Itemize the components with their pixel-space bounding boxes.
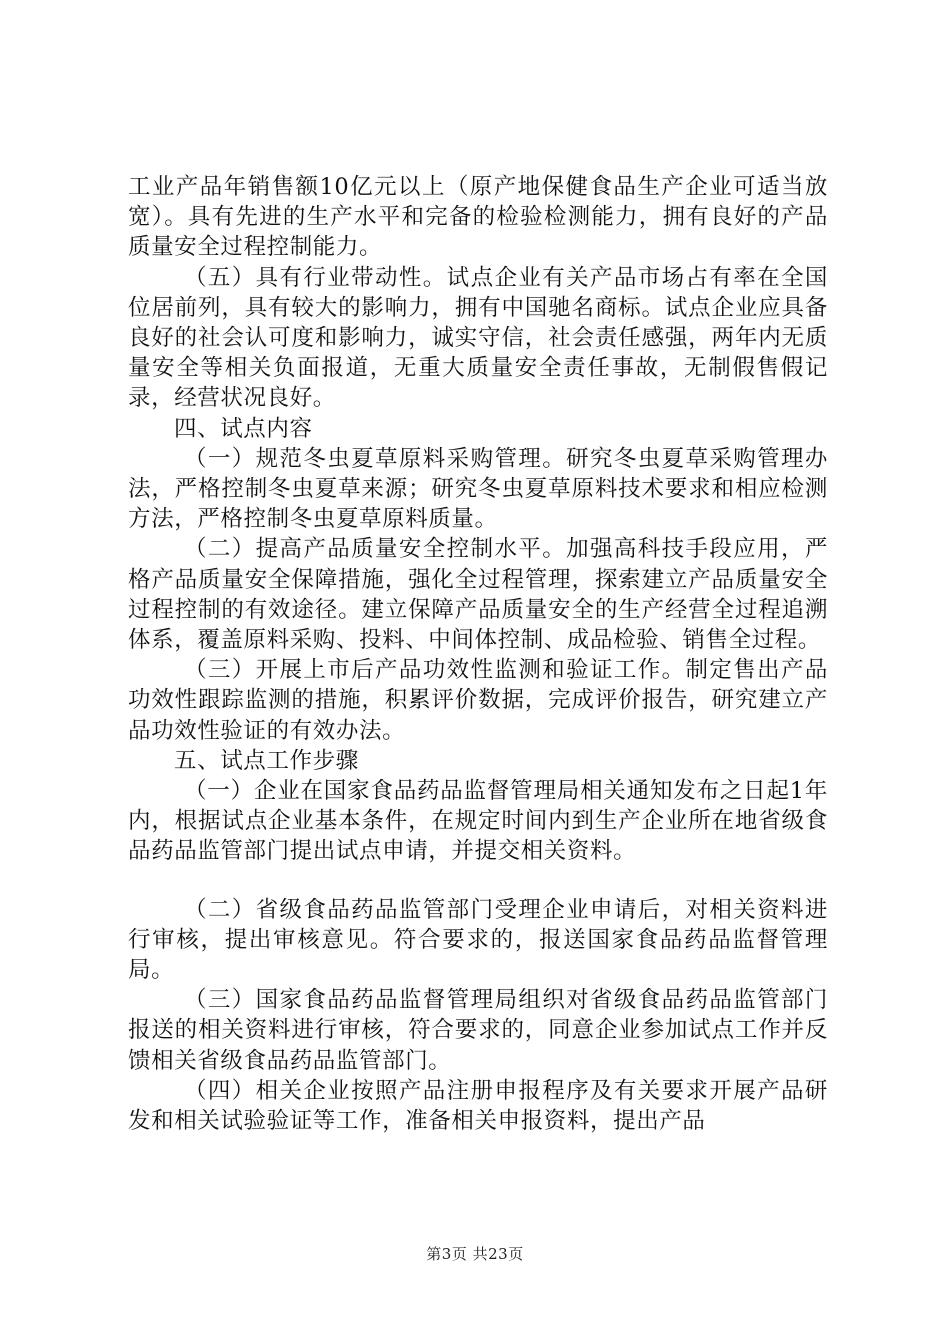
paragraph-item-3: （三）开展上市后产品功效性监测和验证工作。制定售出产品功效性跟踪监测的措施，积累评价数据，完成评价报告，研究建立产品功效性验证的有效办法。 [128, 657, 828, 744]
document-body [128, 172, 828, 1136]
paragraph-item-2: （二）提高产品质量安全控制水平。加强高科技手段应用，严格产品质量安全保障措施，强化全过程管理，探索建立产品质量安全过程控制的有效途径。建立保障产品质量安全的生产经营全过程追溯体系，覆盖原料采购、投料、中间体控制、成品检验、销售全过程。 [128, 536, 828, 654]
paragraph-continued: 工业产品年销售额10亿元以上（原产地保健食品生产企业可适当放宽）。具有先进的生产水平和完备的检验检测能力，拥有良好的产品质量安全过程控制能力。 [128, 174, 828, 261]
page-footer: 第3页 共23页 [426, 1245, 524, 1263]
paragraph-step-2: （二）省级食品药品监管部门受理企业申请后，对相关资料进行审核，提出审核意见。符合要求的，报送国家食品药品监督管理局。 [128, 896, 828, 984]
paragraph-step-4: （四）相关企业按照产品注册申报程序及有关要求开展产品研发和相关试验验证等工作，准备相关申报资料，提出产品 [128, 1077, 828, 1135]
paragraph-gap [128, 867, 828, 895]
paragraph-step-3: （三）国家食品药品监督管理局组织对省级食品药品监管部门报送的相关资料进行审核，符合要求的，同意企业参加试点工作并反馈相关省级食品药品监管部门。 [128, 987, 828, 1074]
section-heading-5: 五、试点工作步骤 [174, 747, 359, 774]
paragraph-item-1: （一）规范冬虫夏草原料采购管理。研究冬虫夏草采购管理办法，严格控制冬虫夏草来源；研究冬虫夏草原料技术要求和相应检测方法，严格控制冬虫夏草原料质量。 [128, 445, 828, 533]
paragraph-item-5: （五）具有行业带动性。试点企业有关产品市场占有率在全国位居前列，具有较大的影响力，拥有中国驰名商标。试点企业应具备良好的社会认可度和影响力，诚实守信，社会责任感强，两年内无质量安全等相关负面报道，无重大质量安全责任事故，无制假售假记录，经营状况良好。 [128, 264, 828, 412]
paragraph-step-1: （一）企业在国家食品药品监督管理局相关通知发布之日起1年内，根据试点企业基本条件，在规定时间内到生产企业所在地省级食品药品监管部门提出试点申请，并提交相关资料。 [128, 778, 828, 865]
section-heading-4: 四、试点内容 [174, 415, 313, 442]
